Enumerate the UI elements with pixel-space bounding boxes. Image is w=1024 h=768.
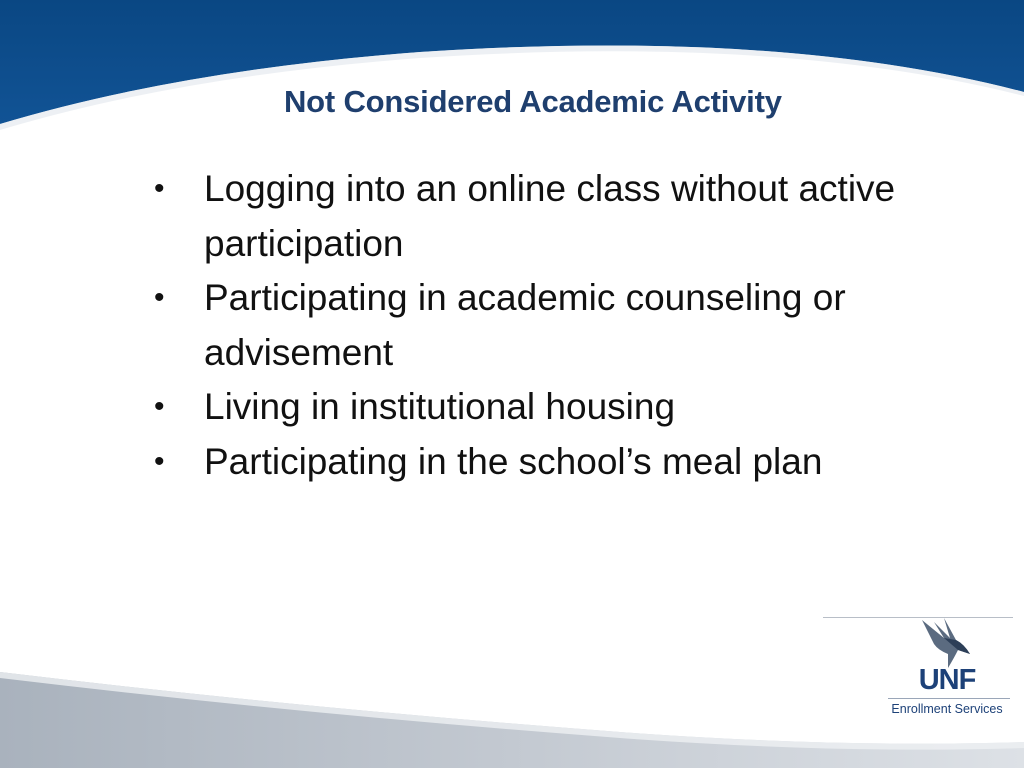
bullet-item: [150, 271, 950, 380]
slide-title: Not Considered Academic Activity: [284, 84, 782, 119]
bullet-item: [150, 435, 950, 490]
bullet-text: Participating in the school’s meal plan: [204, 440, 823, 482]
bullet-text: Participating in academic counseling or advisement: [204, 277, 846, 373]
logo-inner-divider: [888, 698, 1010, 699]
logo-wordmark: UNF: [918, 664, 976, 696]
bottom-swoosh: [0, 672, 1024, 768]
bullet-item: [150, 162, 950, 271]
osprey-icon: [914, 614, 974, 670]
bullet-text: Logging into an online class without active participation: [204, 168, 896, 264]
bullet-list: [150, 162, 950, 489]
bullet-dot: •: [154, 281, 165, 314]
bullet-dot: •: [154, 172, 165, 205]
bullet-item: [150, 380, 950, 435]
logo-subtitle: Enrollment Services: [891, 702, 1003, 716]
bullet-text: Living in institutional housing: [204, 386, 676, 427]
unf-logo: [880, 614, 1014, 718]
bullet-dot: •: [154, 390, 165, 423]
bullet-dot: •: [154, 444, 165, 478]
